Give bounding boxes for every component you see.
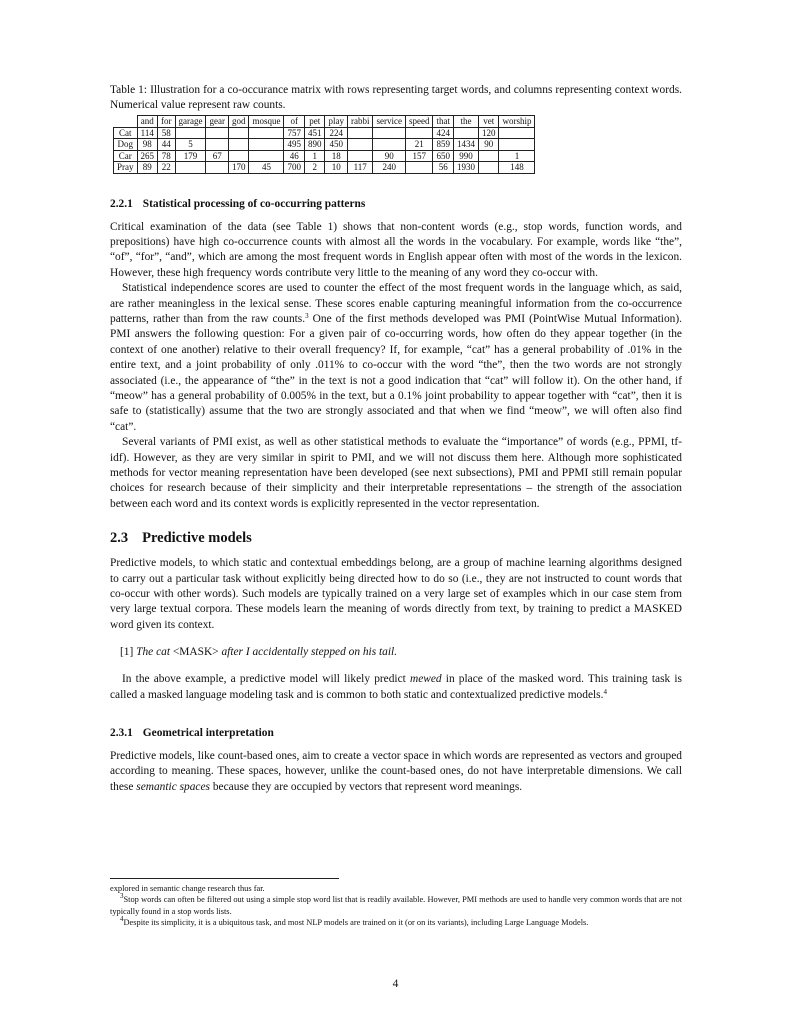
column-header: service (373, 116, 405, 128)
table-cell: 5 (175, 139, 206, 151)
table-cell: 1434 (453, 139, 478, 151)
page-body (110, 83, 682, 795)
table-row (114, 139, 535, 151)
footnote-text: Despite its simplicity, it is a ubiquitous task, and most NLP models are trained on it (or on its variants), including Large Language Models. (123, 917, 589, 927)
table-cell: 67 (206, 150, 229, 162)
column-header: gear (206, 116, 229, 128)
row-label: Car (114, 150, 138, 162)
paragraph-text: because they are occupied by vectors that represent word meanings. (209, 780, 523, 793)
table-cell: 157 (405, 150, 433, 162)
footnote-rule (110, 878, 339, 879)
table-cell: 89 (137, 162, 158, 174)
table-cell: 98 (137, 139, 158, 151)
table-row (114, 162, 535, 174)
table-cell: 700 (284, 162, 305, 174)
example-text: The cat (136, 646, 170, 659)
table-cell (249, 127, 284, 139)
table-cell (499, 139, 535, 151)
table-cell (347, 150, 373, 162)
paragraph-predictive-models: Predictive models, to which static and contextual embeddings belong, are a group of machine learning algorithms designed to carry out a particular task without explicitly being directed how to do so (i.e., they are not instructed to count words that co-occur with other words). Such models are typically trained on a very large set of examples which in our case stem from very large textual corpora. These models learn the meaning of words directly from text, by training to predict a MASKED word given its context. (110, 557, 682, 631)
paragraph-text: In the above example, a predictive model will likely predict (122, 673, 410, 686)
table-cell: 224 (325, 127, 348, 139)
table-cell (228, 127, 249, 139)
emphasis: semantic spaces (136, 780, 210, 793)
footnote-marker: 3 (305, 311, 309, 320)
table-corner-cell (114, 116, 138, 128)
column-header: that (433, 116, 454, 128)
table-row (114, 150, 535, 162)
table-cell: 890 (304, 139, 325, 151)
table-cell (373, 139, 405, 151)
table-cell: 240 (373, 162, 405, 174)
table-cell: 1 (304, 150, 325, 162)
cooccurrence-table (113, 115, 535, 174)
column-header: play (325, 116, 348, 128)
table-header-row (114, 116, 535, 128)
column-header: vet (478, 116, 499, 128)
table-cell (206, 162, 229, 174)
column-header: mosque (249, 116, 284, 128)
paragraph-stop-words: Critical examination of the data (see Table 1) shows that non-content words (e.g., stop words, function words, and prepositions) have high co-occurrence counts with almost all the words in the vocabulary. For example, words like “the”, “of”, “for”, “and”, which are among the most frequent words in English appear often with most of the words in the lexicon. However, these high frequency words contribute very little to the meaning of any word they co-occur with. (110, 220, 682, 279)
table-cell: 78 (158, 150, 176, 162)
table-caption: Table 1: Illustration for a co-occurance matrix with rows representing target words, and columns representing context words. Numerical value represent raw counts. (110, 84, 682, 111)
paragraph-text: One of the first methods developed was PMI (PointWise Mutual Information). PMI answers the following question: For a given pair of co-occurring words, how often do they appear together (in the context of one another) relative to their overall frequency? If, for example, “cat” has a general probability of .01% in the entire text, and a joint probability of only .011% to co-occur with the word “the”, then the two words are not strongly associated (i.e., the appearance of “the” in the text is not a good indication that “cat” will follow it). On the other hand, if “meow” has a general probability of 0.005% in the text, but a 0.1% joint probability to appear together with “cat”, then it is safe to (statistically) assume that the two are strongly associated and that when we find “meow”, we will often also find “cat”. (110, 312, 682, 433)
table-cell: 650 (433, 150, 454, 162)
section-number: 2.3.1 (110, 727, 133, 740)
table-cell: 58 (158, 127, 176, 139)
section-number: 2.3 (110, 530, 129, 547)
table-cell (206, 127, 229, 139)
table-cell: 90 (373, 150, 405, 162)
column-header: garage (175, 116, 206, 128)
table-cell: 265 (137, 150, 158, 162)
table-cell: 46 (284, 150, 305, 162)
footnote-text: Stop words can often be filtered out using a simple stop word list that is readily available. However, PMI methods are used to handle very common words that are not typically found in a stop words lists. (110, 895, 682, 916)
table-cell: 90 (478, 139, 499, 151)
column-header: for (158, 116, 176, 128)
section-heading-2-3-1 (110, 727, 682, 739)
section-title: Predictive models (142, 530, 252, 547)
paragraph-pmi-variants: Several variants of PMI exist, as well as other statistical methods to evaluate the “importance” of words (e.g., PPMI, tf-idf). However, as they are very similar in spirit to PMI, and we will not discuss them here. Although more sophisticated methods for vector meaning representation have been developed (see next subsections), PMI and PPMI still remain popular choices for research because of their simplicity and their interpretable representations – the strength of the association between each word and its context words is explicitly represented in the vector representation. (110, 436, 682, 510)
table-cell: 117 (347, 162, 373, 174)
table-cell: 424 (433, 127, 454, 139)
table-cell: 2 (304, 162, 325, 174)
table-cell (405, 162, 433, 174)
footnote-3 (110, 894, 682, 917)
footnote-4 (110, 914, 682, 928)
table-cell: 18 (325, 150, 348, 162)
table-cell (405, 127, 433, 139)
emphasis: mewed (409, 673, 442, 686)
column-header: speed (405, 116, 433, 128)
table-cell: 859 (433, 139, 454, 151)
column-header: of (284, 116, 305, 128)
table-cell: 22 (158, 162, 176, 174)
table-cell: 179 (175, 150, 206, 162)
table-cell: 120 (478, 127, 499, 139)
table-cell (175, 127, 206, 139)
column-header: worship (499, 116, 535, 128)
paragraph-text: in place of the masked word. This training task is called a masked language modeling task and is common to both static and contextualized predictive models. (110, 673, 682, 701)
table-row (114, 127, 535, 139)
table-cell: 1 (499, 150, 535, 162)
table-cell (228, 150, 249, 162)
table-cell: 495 (284, 139, 305, 151)
table-cell: 757 (284, 127, 305, 139)
column-header: god (228, 116, 249, 128)
column-header: the (453, 116, 478, 128)
column-header: rabbi (347, 116, 373, 128)
section-number: 2.2.1 (110, 197, 133, 210)
example-sentence (120, 645, 682, 660)
table-cell: 56 (433, 162, 454, 174)
footnotes (110, 883, 682, 928)
section-heading-2-3 (110, 530, 682, 547)
table-cell: 44 (158, 139, 176, 151)
table-cell (373, 127, 405, 139)
paragraph-text: Statistical independence scores are used to counter the effect of the most frequent words in the language which, as said, are rather meaningless in the lexical sense. These scores enable capturing meaningful information from the co-occurrence patterns, rather than from the raw counts. (110, 282, 682, 325)
table-cell: 451 (304, 127, 325, 139)
table-cell (175, 162, 206, 174)
paragraph-pmi (110, 281, 682, 435)
section-title: Statistical processing of co-occurring patterns (142, 197, 366, 210)
table-cell: 21 (405, 139, 433, 151)
paragraph-text: Predictive models, like count-based ones, aim to create a vector space in which words are represented as vectors and grouped according to meaning. These spaces, however, unlike the count-based ones, do not have interpretable dimensions. We call these (110, 750, 682, 793)
row-label: Pray (114, 162, 138, 174)
section-title: Geometrical interpretation (142, 727, 274, 740)
example-text: after I accidentally stepped on his tail. (221, 646, 398, 659)
column-header: pet (304, 116, 325, 128)
table-cell: 114 (137, 127, 158, 139)
table-cell (249, 139, 284, 151)
table-cell: 990 (453, 150, 478, 162)
footnote-marker: 4 (603, 687, 607, 696)
table-cell (249, 150, 284, 162)
column-header: and (137, 116, 158, 128)
table-cell (453, 127, 478, 139)
paragraph-masked-lm (110, 672, 682, 703)
table-cell: 10 (325, 162, 348, 174)
paragraph-geometrical (110, 749, 682, 795)
row-label: Dog (114, 139, 138, 151)
footnote-continuation: explored in semantic change research thus far. (110, 884, 265, 893)
mask-token: <MASK> (170, 646, 222, 659)
example-number: [1] (120, 646, 137, 659)
table-cell: 170 (228, 162, 249, 174)
table-cell (347, 127, 373, 139)
table-cell: 450 (325, 139, 348, 151)
table-cell (206, 139, 229, 151)
footnote-number: 4 (120, 914, 124, 923)
page-number: 4 (392, 978, 399, 990)
table-cell (228, 139, 249, 151)
table-cell (347, 139, 373, 151)
table-cell (478, 162, 499, 174)
table-cell (478, 150, 499, 162)
section-heading-2-2-1 (110, 198, 682, 210)
table-cell: 148 (499, 162, 535, 174)
row-label: Cat (114, 127, 138, 139)
table-cell: 1930 (453, 162, 478, 174)
footnote-number: 3 (120, 892, 124, 901)
table-cell (499, 127, 535, 139)
table-cell: 45 (249, 162, 284, 174)
table-body (114, 127, 535, 173)
